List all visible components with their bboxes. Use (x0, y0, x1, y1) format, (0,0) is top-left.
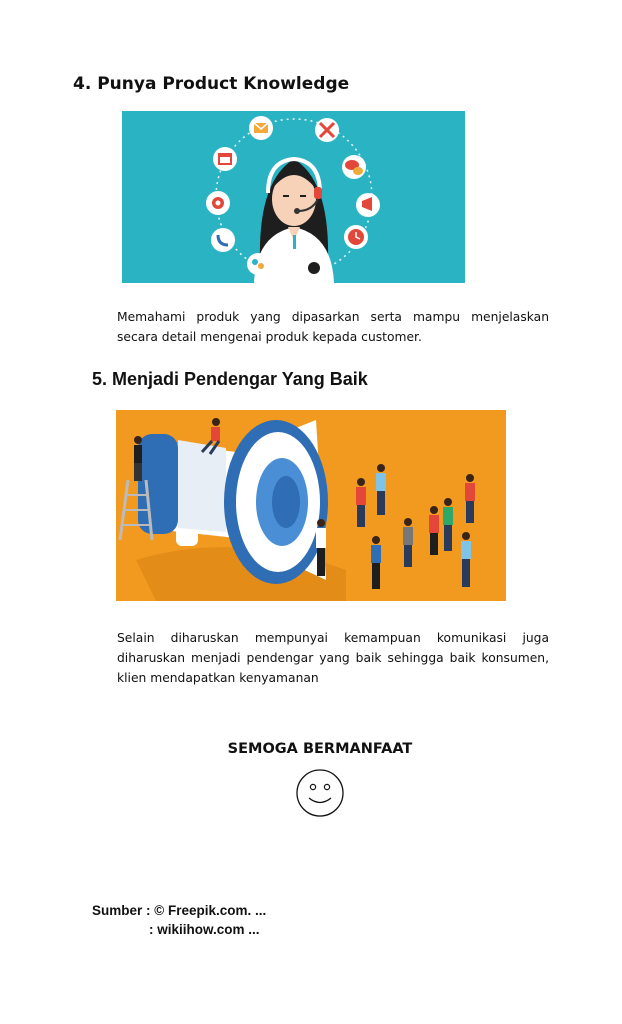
megaphone-small-icon (356, 193, 380, 217)
clock-icon (344, 225, 368, 249)
tools-icon (315, 118, 339, 142)
phone-icon (211, 228, 235, 252)
section-4-paragraph: Memahami produk yang dipasarkan serta mampu menjelaskan secara detail mengenai produk kepada customer. (117, 310, 549, 344)
settings-icon (206, 191, 230, 215)
megaphone-crowd-illustration (116, 410, 506, 601)
group-icon (303, 257, 325, 279)
section-4-heading: 4. Punya Product Knowledge (73, 74, 350, 94)
section-5-paragraph: Selain diharuskan mempunyai kemampuan komunikasi juga diharuskan menjadi pendengar yang baik sehingga baik konsumen, klien mendapatkan kenyamanan (117, 631, 549, 685)
megaphone-people-image (116, 410, 506, 601)
source-line-freepik: Sumber : © Freepik.com. ... (92, 903, 267, 918)
email-icon (249, 116, 273, 140)
closing-message: SEMOGA BERMANFAAT (227, 741, 413, 757)
source-line-wikihow: : wikiihow.com ... (149, 922, 260, 937)
section-5-heading: 5. Menjadi Pendengar Yang Baik (92, 369, 368, 389)
chat-icon (342, 155, 366, 179)
calendar-icon (213, 147, 237, 171)
network-icon (247, 253, 269, 275)
customer-service-illustration (122, 111, 465, 283)
smiley-face-icon (295, 768, 345, 818)
customer-service-agent-image (122, 111, 465, 283)
